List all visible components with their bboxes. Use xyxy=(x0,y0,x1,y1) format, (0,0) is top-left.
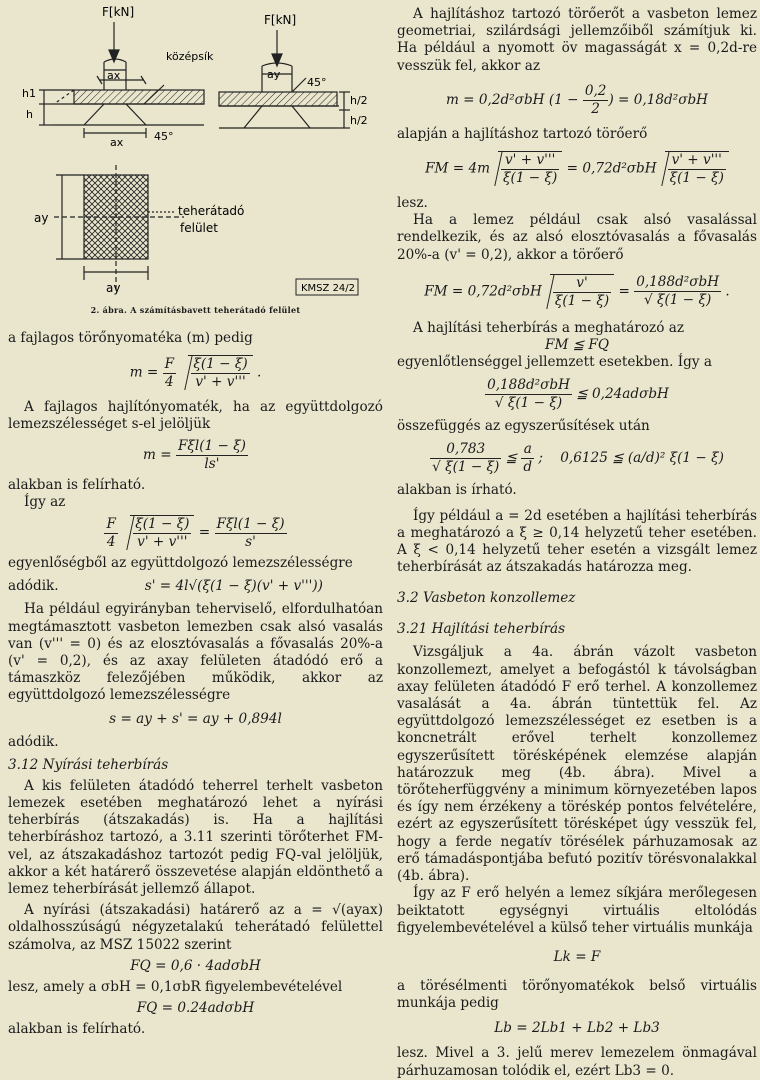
fig-label-f-left: F[kN] xyxy=(102,5,135,19)
left-p3: alakban is felírható. xyxy=(8,476,146,493)
fig-label-h: h xyxy=(26,108,33,121)
left-p1: a fajlagos törőnyomatéka (m) pedig xyxy=(8,330,253,346)
fig-label-f-right: F[kN] xyxy=(264,13,297,27)
fig-label-felulet: felület xyxy=(180,221,218,235)
left-p8: adódik. xyxy=(8,733,59,750)
fig-label-ay-bottom: ay xyxy=(106,281,121,295)
eq-ineq2: $\frac{0,783}{√ \xi(1 - \xi)}$ ≦ $\frac{a}{d}$ ; 0,6125 ≦ (a/d)² ξ(1 − ξ) xyxy=(432,441,724,476)
right-p8: alakban is írható. xyxy=(397,482,517,499)
fig-label-kozepsik: középsík xyxy=(166,50,214,63)
eq-fq1: FQ = 0,6 · 4adσbH xyxy=(130,957,261,974)
eq-fm2: FM = 0,72d²σbH $\frac{v'}{\xi(1 - \xi)}$ = $\frac{\text{0,188d²σbH}}{√ \xi(1 - \xi)}$ . xyxy=(424,274,730,309)
figure-caption: 2. ábra. A számításbavett teherátadó felület xyxy=(90,305,301,315)
fig-label-45-b: 45° xyxy=(154,130,174,143)
heading-3-2: 3.2 Vasbeton konzollemez xyxy=(397,590,576,607)
eq-m: m = $\frac{F}{4}$ $\frac{\xi(1 - \xi)}{v' + v'''}$ . xyxy=(129,355,262,391)
eq-s1: s' = 4l√(ξ(1 − ξ)(v' + v''')) xyxy=(144,578,323,595)
fig-label-ay-top: ay xyxy=(267,68,281,81)
figure-2-diagram xyxy=(14,0,374,300)
right-p4: Ha a lemez például csak alsó vasalással rendelkezik, és az alsó elosztóvasalás a fővasalás 20%-a (v' = 0,2), akkor a törőerő xyxy=(397,212,757,263)
fig-label-ay-side: ay xyxy=(34,211,49,225)
left-p5: egyenlőségből az együttdolgozó lemezszélességre xyxy=(8,555,353,572)
left-p2: A fajlagos hajlítónyomaték, ha az együttdolgozó lemezszélességet s-el jelöljük xyxy=(8,399,383,433)
right-column xyxy=(397,6,757,1080)
left-p9: A kis felületen átadódó teherrel terhelt vasbeton lemezek esetében meghatározó lehet a nyírási teherbírás (átszakadás) is. Ha a hajlítási teherbíráshoz tartozó, a 3.11 szerinti törőterhet FM-vel, az átszakadáshoz tartozót pedig FQ-val jelöljük, akkor a két határerő összevetése alapján eldönthető a lemez teherbírását jellemző állapot. xyxy=(8,777,383,898)
fig-label-ax-top: ax xyxy=(107,69,121,82)
eq-ineq2-rhs: 0,6125 ≦ (a/d)² ξ(1 − ξ) xyxy=(560,450,724,467)
left-p6: adódik. xyxy=(8,578,59,595)
right-p9: Így például a = 2d esetében a hajlítási teherbírás a meghatározó a ξ ≥ 0,14 helyzetű teher esetében. A ξ < 0,14 helyzetű teher esetén a vizsgált lemez teherbírását az átszakadás határozza meg. xyxy=(397,507,757,576)
heading-3-21: 3.21 Hajlítási teherbírás xyxy=(397,621,566,638)
eq-fmq: FM ≦ FQ xyxy=(545,337,609,354)
right-p12: a törésélmenti törőnyomatékok belső virtuális munkája pedig xyxy=(397,977,757,1012)
right-p5: A hajlítási teherbírás a meghatározó az xyxy=(413,319,684,336)
eq-lb: Lb = 2Lb1 + Lb2 + Lb3 xyxy=(494,1020,660,1037)
right-p7: összefüggés az egyszerűsítések után xyxy=(397,418,650,435)
heading-3-12: 3.12 Nyírási teherbírás xyxy=(8,756,169,773)
fig-label-h2b: h/2 xyxy=(350,114,368,127)
eq-m2: m = $\frac{\text{Fξl(1 − ξ)}}{ls'}$ xyxy=(143,437,246,472)
right-p1: A hajlításhoz tartozó törőerőt a vasbeton lemez geometriai, szilárdsági jellemzőiből számítjuk ki. Ha például a nyomott öv magasságát x = 0,2d-re vesszük fel, akkor az xyxy=(397,6,757,74)
right-p6: egyenlőtlenséggel jellemzett esetekben. Így a xyxy=(397,354,712,371)
eq-fm1: FM = 4m $\frac{v' + v'''}{\xi(1 - \xi)}$ = 0,72d²σbH $\frac{v' + v'''}{\xi(1 - \xi)}$ xyxy=(397,151,757,187)
right-p3: lesz. xyxy=(397,195,428,212)
fig-label-45-a: 45° xyxy=(307,76,327,89)
eq-m-x: m = 0,2d²σbH (1 − $\frac{0,2}{2}$ ) = 0,18d²σbH xyxy=(445,82,709,117)
eq-fq2: FQ = 0.24adσbH xyxy=(136,1000,255,1017)
right-p13: lesz. Mivel a 3. jelű merev lemezelem önmagával párhuzamosan tolódik el, ezért Lb3 = 0. xyxy=(397,1045,757,1079)
left-p4: Így az xyxy=(24,493,66,510)
right-p11: Így az F erő helyén a lemez síkjára merőlegesen beiktatott egységnyi virtuális eltolódás figyelembevételével a külső teher virtuális munkája xyxy=(397,885,757,936)
right-p10: Vizsgáljuk a 4a. ábrán vázolt vasbeton konzollemezt, amelyet a befogástól k távolságban axay felületen átadódó F erő terhel. A konzollemez vasalását a 4a. ábrán tüntettük fel. Az együttdolgozó lemezszélességet ez esetben is a koncnetrált erővel terhelt konzollemez egyszerűsített törésképének elemzése alapján határozzuk meg (4b. ábra). Mivel a törőteherfüggvény a minimum környezetében lapos és így nem érzékeny a töréskép pontos felvételére, ezért az egyszerűsített törésképet úgy vesszük fel, hogy a ferde negatív törésélek párhuzamosak az erő támadáspontjába befutó pozitív törésvonalakkal (4b. ábra). xyxy=(397,644,757,885)
left-p7: Ha például egyirányban teherviselő, elfordulhatóan megtámasztott vasbeton lemezben csak alsó vasalás van (v''' = 0) és az elosztóvasalás a fővasalás 20%-a (v' = 0,2), és az axay felületen átadódó erő a támaszköz felezőjében működik, akkor az együttdolgozó lemezszélességre xyxy=(8,601,383,704)
fig-label-teheratado: teherátadó xyxy=(178,204,245,218)
left-p11: lesz, amely a σbH = 0,1σbR figyelembevételével xyxy=(8,978,343,995)
eq-ineq1: $\frac{\text{0,188d²σbH}}{√ \xi(1 - \xi)}$ ≦ 0,24adσbH xyxy=(487,377,669,412)
right-p2: alapján a hajlításhoz tartozó törőerő xyxy=(397,125,648,142)
fig-label-ax-bottom: ax xyxy=(110,136,124,149)
eq-lk: Lk = F xyxy=(553,948,601,965)
eq-equality: $\frac{F}{4}$ $\frac{\xi(1 - \xi)}{v' + v'''}$ = $\frac{\text{Fξl(1 − ξ)}}{s'}$ xyxy=(106,515,285,551)
fig-stamp: KMSZ 24/2 xyxy=(301,283,356,294)
left-p12: alakban is felírható. xyxy=(8,1021,146,1038)
eq-s2: s = ay + s' = ay + 0,894l xyxy=(109,710,282,727)
fig-label-h2a: h/2 xyxy=(350,94,368,107)
left-p10: A nyírási (átszakadási) határerő az a = √(ayax) oldalhosszúságú négyzetalakú teherátadó felülettel számolva, az MSZ 15022 szerint xyxy=(8,902,383,953)
fig-label-h1: h1 xyxy=(22,87,36,100)
